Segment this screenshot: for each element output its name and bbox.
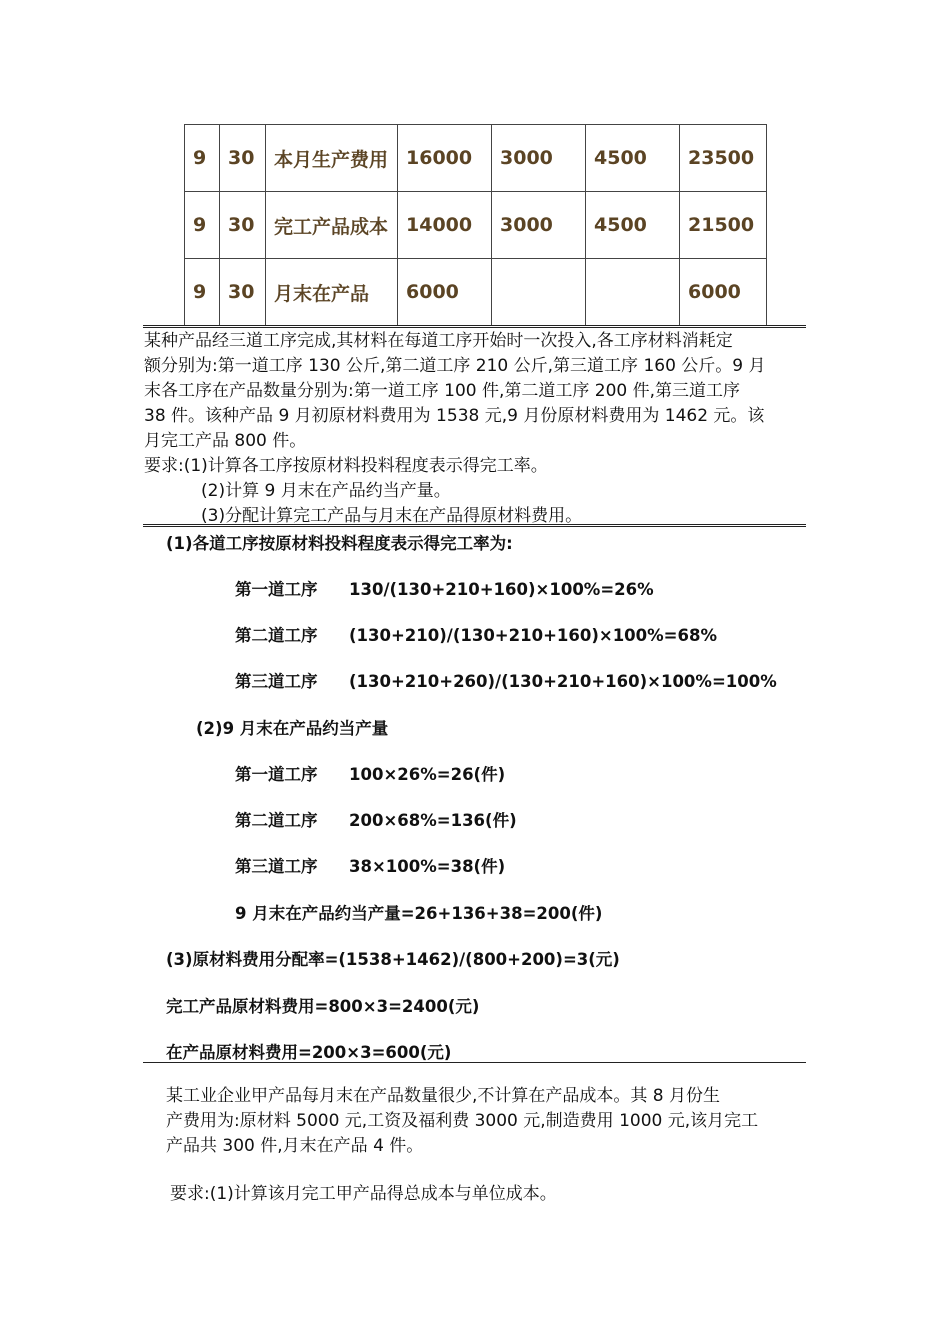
solution-line (235, 668, 777, 692)
solution-total: 9 月末在产品约当产量=26+136+38=200(件) (235, 904, 603, 923)
table-cell-month: 9 (185, 192, 220, 259)
step-label: 第一道工序 (235, 765, 318, 784)
table-cell-item: 本月生产费用 (266, 125, 398, 192)
requirement-line: (3)分配计算完工产品与月末在产品得原材料费用。 (201, 506, 583, 526)
table-cell-material: 14000 (398, 192, 492, 259)
table-cell-material: 6000 (398, 259, 492, 326)
solution-line (235, 761, 505, 785)
formula: (130+210)/(130+210+160)×100%=68% (349, 626, 717, 645)
table-cell-overhead (586, 259, 680, 326)
solution-line (235, 622, 717, 646)
table-row (185, 259, 767, 326)
problem-text-line: 产品共 300 件,月末在产品 4 件。 (166, 1136, 424, 1156)
table-cell-labor: 3000 (492, 125, 586, 192)
problem-text-line: 月完工产品 800 件。 (144, 431, 307, 451)
table-cell-overhead: 4500 (586, 192, 680, 259)
table-cell-day: 30 (220, 192, 266, 259)
requirement-line: 要求:(1)计算各工序按原材料投料程度表示得完工率。 (144, 456, 548, 476)
problem-text-line: 38 件。该种产品 9 月初原材料费用为 1538 元,9 月份原材料费用为 1462 元。该 (144, 406, 765, 426)
table-cell-item: 月末在产品 (266, 259, 398, 326)
solution-line (235, 807, 517, 831)
solution-line (235, 576, 654, 600)
formula: 130/(130+210+160)×100%=26% (349, 580, 654, 599)
table-cell-total: 23500 (680, 125, 767, 192)
problem-text-line: 额分别为:第一道工序 130 公斤,第二道工序 210 公斤,第三道工序 160 公斤。9 月 (144, 356, 766, 376)
problem-text-line: 某种产品经三道工序完成,其材料在每道工序开始时一次投入,各工序材料消耗定 (144, 331, 733, 351)
solution-heading: (2)9 月末在产品约当产量 (196, 719, 389, 738)
table-cell-month: 9 (185, 259, 220, 326)
table-cell-total: 21500 (680, 192, 767, 259)
table-cell-material: 16000 (398, 125, 492, 192)
step-label: 第二道工序 (235, 811, 318, 830)
table-cell-labor (492, 259, 586, 326)
requirement-line: (2)计算 9 月末在产品约当产量。 (201, 481, 451, 501)
table-cell-month: 9 (185, 125, 220, 192)
problem-one (144, 329, 808, 529)
problem-text-line: 产费用为:原材料 5000 元,工资及福利费 3000 元,制造费用 1000 元,该月完工 (166, 1111, 759, 1131)
table-row (185, 192, 767, 259)
step-label: 第一道工序 (235, 580, 318, 599)
cost-table-body (185, 125, 767, 326)
formula: (130+210+260)/(130+210+160)×100%=100% (349, 672, 777, 691)
section-divider (143, 524, 806, 527)
solution-line: 完工产品原材料费用=800×3=2400(元) (166, 997, 480, 1016)
cost-table (184, 124, 767, 326)
section-divider (143, 1062, 806, 1063)
table-cell-overhead: 4500 (586, 125, 680, 192)
solution-line: 在产品原材料费用=200×3=600(元) (166, 1043, 452, 1062)
formula: 200×68%=136(件) (349, 811, 517, 830)
problem-text-line: 末各工序在产品数量分别为:第一道工序 100 件,第二道工序 200 件,第三道工序 (144, 381, 741, 401)
formula: 100×26%=26(件) (349, 765, 506, 784)
table-cell-total: 6000 (680, 259, 767, 326)
table-cell-day: 30 (220, 125, 266, 192)
requirement-line: 要求:(1)计算该月完工甲产品得总成本与单位成本。 (170, 1184, 557, 1204)
step-label: 第二道工序 (235, 626, 318, 645)
table-cell-labor: 3000 (492, 192, 586, 259)
formula: 38×100%=38(件) (349, 857, 506, 876)
problem-text-line: 某工业企业甲产品每月末在产品数量很少,不计算在产品成本。其 8 月份生 (166, 1086, 721, 1106)
solution-heading: (1)各道工序按原材料投料程度表示得完工率为: (166, 534, 513, 553)
table-cell-day: 30 (220, 259, 266, 326)
step-label: 第三道工序 (235, 672, 318, 691)
problem-two-requirement (170, 1182, 800, 1207)
problem-two (166, 1084, 796, 1159)
section-divider (143, 325, 806, 328)
table-cell-item: 完工产品成本 (266, 192, 398, 259)
solution-heading: (3)原材料费用分配率=(1538+1462)/(800+200)=3(元) (166, 950, 620, 969)
step-label: 第三道工序 (235, 857, 318, 876)
table-row (185, 125, 767, 192)
solution-line (235, 853, 505, 877)
